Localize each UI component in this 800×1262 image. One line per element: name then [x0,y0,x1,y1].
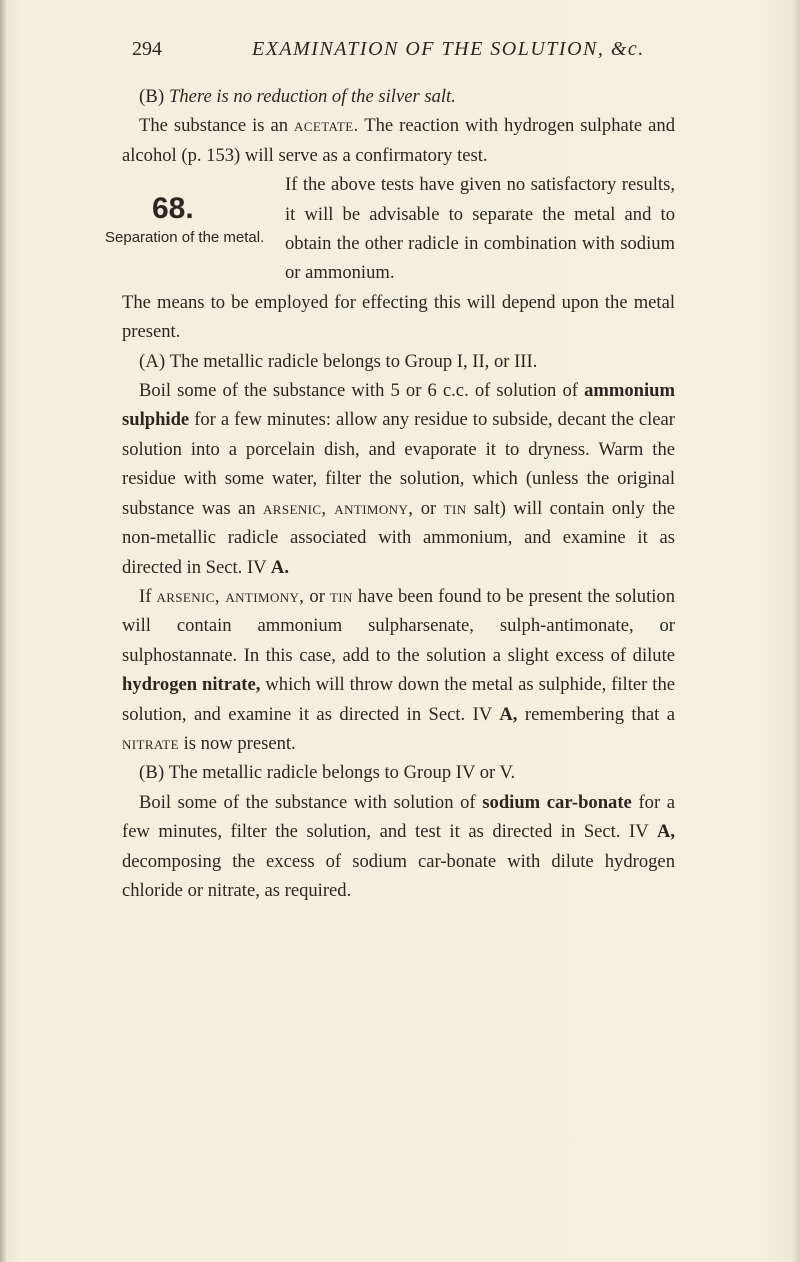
running-head: EXAMINATION OF THE SOLUTION, &c. [252,38,645,60]
paragraph-separation: If the above tests have given no satisfactory results, it will be advisable to separate the metal and to obtain the other radicle in combination with sodium or ammonium. [285,174,675,284]
paragraph-arsenic: If arsenic, antimony, or tin have been found to be present the solution will contain ammonium sulpharsenate, sulph-antimonate, or sulphostannate. In this case, add to the solution a slight excess of dilute hydrogen nitrate, which will throw down the metal as sulphide, filter the solution, and examine it as directed in Sect. IV A, remembering that a nitrate is now present. [122,585,676,754]
section-margin-heading [105,170,285,288]
paragraph-ammonium-sulphide: Boil some of the substance with 5 or 6 c.c. of solution of ammonium sulphide for a few minutes: allow any residue to subside, decant the clear solution into a porcelain dish, and evaporate it to dryness. Warm the residue with some water, filter the solution, which (unless the original substance was an arsenic, antimony, or tin salt) will contain only the non-metallic radicle associated with ammonium, and examine it as directed in Sect. IV A. [122,380,675,578]
section-number: 68. [152,192,194,226]
body-text [105,82,676,905]
page-number: 294 [132,38,162,60]
section-68-block [105,170,675,288]
paragraph-means: The means to be employed for effecting this will depend upon the metal present. [122,291,675,343]
page-header [132,34,692,64]
paragraph-acetate: The substance is an acetate. The reaction with hydrogen sulphate and alcohol (p. 153) will serve as a confirmatory test. [122,115,676,166]
section-title: Separation of the metal. [105,229,265,247]
page-edge-shadow [790,0,800,1262]
paragraph-group-a: (A) The metallic radicle belongs to Group I, II, or III. [139,350,538,372]
paragraph-group-b: (B) The metallic radicle belongs to Group IV or V. [139,762,516,784]
page-gutter-shadow [0,0,6,1262]
paragraph-no-reduction: (B) There is no reduction of the silver salt. [139,86,456,107]
paragraph-sodium-carbonate: Boil some of the substance with solution of sodium car-bonate for a few minutes, filter the solution, and test it as directed in Sect. IV A, decomposing the excess of sodium car-bonate with dilute hydrogen chloride or nitrate, as required. [122,791,676,901]
